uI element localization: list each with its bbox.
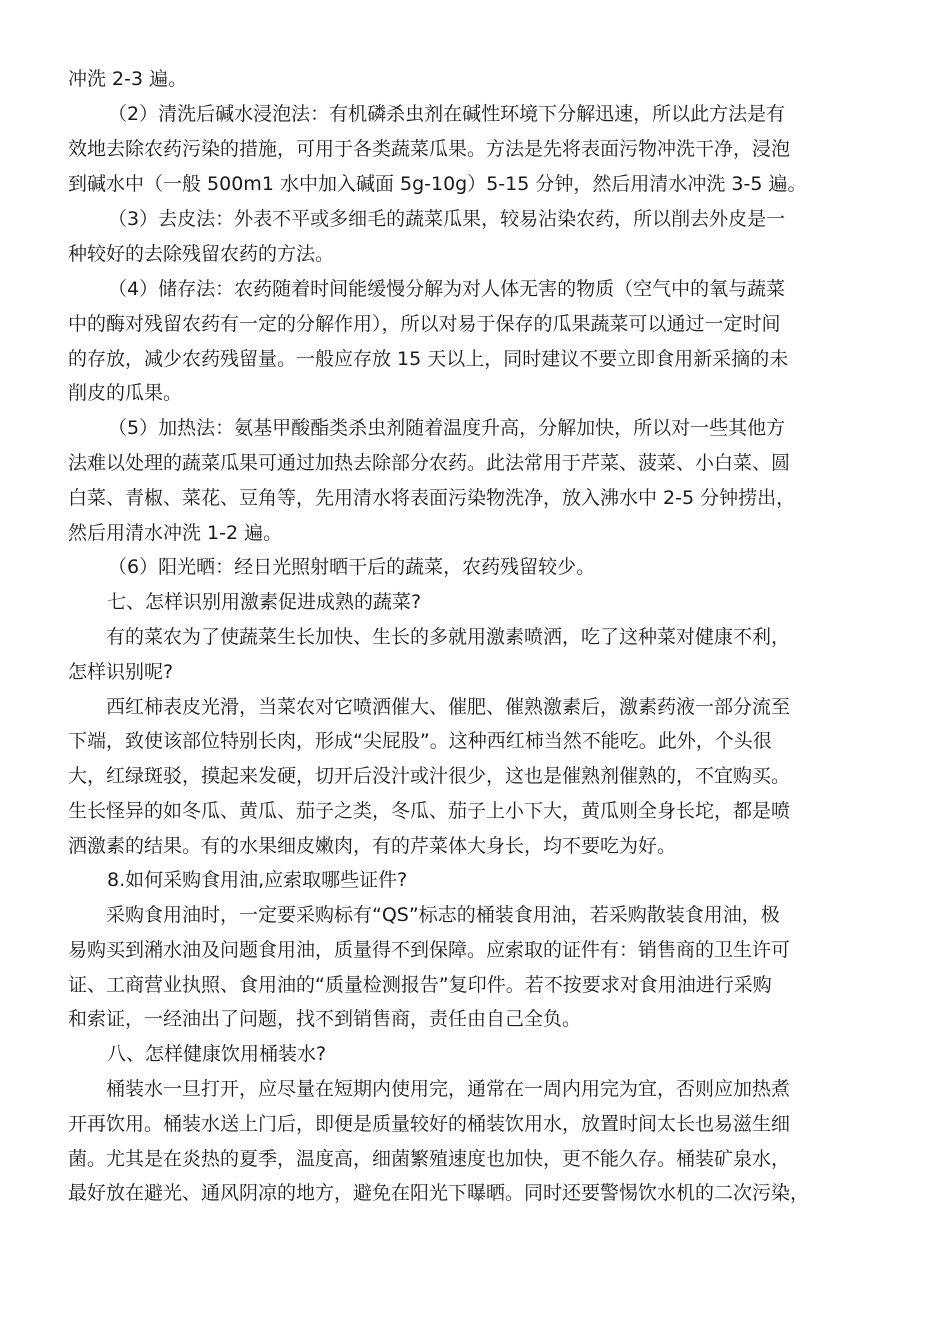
text-line (0, 1142, 950, 1176)
text-line (0, 342, 950, 376)
line-text: 怎样识别呢? (68, 661, 174, 683)
line-text: 菌。尤其是在炎热的夏季，温度高，细菌繁殖速度也加快，更不能久存。桶装矿泉水， (68, 1148, 791, 1170)
text-line (0, 898, 950, 932)
line-text: 8.如何采购食用油,应索取哪些证件? (107, 869, 408, 891)
text-line (0, 132, 950, 166)
line-text: 有的菜农为了使蔬菜生长加快、生长的多就用激素喷洒，吃了这种菜对健康不利， (106, 626, 791, 648)
line-text: 下端，致使该部位特别长肉，形成“尖屁股”。这种西红柿当然不能吃。此外，个头很 (68, 730, 772, 752)
text-line (0, 829, 950, 863)
text-line (0, 411, 950, 445)
text-line (0, 307, 950, 341)
text-line (0, 1176, 950, 1210)
section-heading (0, 585, 950, 619)
line-text: 西红柿表皮光滑，当菜农对它喷洒催大、催肥、催熟激素后，激素药液一部分流至 (106, 696, 791, 718)
text-line (0, 62, 950, 96)
line-text: 法难以处理的蔬菜瓜果可通过加热去除部分农药。此法常用于芹菜、菠菜、小白菜、圆 (68, 452, 791, 474)
text-line (0, 516, 950, 550)
text-line (0, 968, 950, 1002)
line-text: （4）储存法：农药随着时间能缓慢分解为对人体无害的物质（空气中的氧与蔬菜 (108, 278, 786, 300)
line-text: 桶装水一旦打开，应尽量在短期内使用完，通常在一周内用完为宜，否则应加热煮 (106, 1078, 791, 1100)
text-line (0, 933, 950, 967)
text-line (0, 724, 950, 758)
text-line (0, 272, 950, 306)
line-text: （2）清洗后碱水浸泡法：有机磷杀虫剂在碱性环境下分解迅速，所以此方法是有 (108, 103, 786, 125)
text-line (0, 794, 950, 828)
line-text: 采购食用油时，一定要采购标有“QS”标志的桶装食用油，若采购散装食用油，极 (106, 904, 780, 926)
text-line (0, 550, 950, 584)
text-line (0, 376, 950, 410)
text-line (0, 1072, 950, 1106)
section-heading (0, 1037, 950, 1071)
text-line (0, 237, 950, 271)
line-text: 效地去除农药污染的措施，可用于各类蔬菜瓜果。方法是先将表面污物冲洗干净，浸泡 (68, 138, 791, 160)
line-text: 生长怪异的如冬瓜、黄瓜、茄子之类，冬瓜、茄子上小下大，黄瓜则全身长坨，都是喷 (68, 800, 791, 822)
line-text: 开再饮用。桶装水送上门后，即便是质量较好的桶装饮用水，放置时间太长也易滋生细 (68, 1113, 791, 1135)
text-line (0, 759, 950, 793)
text-line (0, 1107, 950, 1141)
line-text: 八、怎样健康饮用桶装水? (107, 1043, 327, 1065)
line-text: 的存放，减少农药残留量。一般应存放 15 天以上，同时建议不要立即食用新采摘的未 (68, 348, 789, 370)
line-text: （6）阳光晒：经日光照射晒干后的蔬菜，农药残留较少。 (108, 556, 596, 578)
text-line (0, 620, 950, 654)
line-text: （3）去皮法：外表不平或多细毛的蔬菜瓜果，较易沾染农药，所以削去外皮是一 (108, 208, 786, 230)
line-text: （5）加热法：氨基甲酸酯类杀虫剂随着温度升高，分解加快，所以对一些其他方 (108, 417, 786, 439)
line-text: 然后用清水冲洗 1-2 遍。 (68, 522, 283, 544)
line-text: 七、怎样识别用激素促进成熟的蔬菜? (107, 591, 422, 613)
text-line (0, 446, 950, 480)
line-text: 削皮的瓜果。 (68, 382, 183, 404)
line-text: 冲洗 2-3 遍。 (68, 68, 188, 90)
text-line (0, 202, 950, 236)
text-line (0, 1002, 950, 1036)
line-text: 大，红绿斑驳，摸起来发硬，切开后没汁或汁很少，这也是催熟剂催熟的，不宜购买。 (68, 765, 791, 787)
text-line (0, 481, 950, 515)
line-text: 和索证，一经油出了问题，找不到销售商，责任由自己全负。 (68, 1008, 582, 1030)
line-text: 洒激素的结果。有的水果细皮嫩肉，有的芹菜体大身长，均不要吃为好。 (68, 835, 677, 857)
text-line (0, 655, 950, 689)
text-line (0, 167, 950, 201)
line-text: 白菜、青椒、菜花、豆角等，先用清水将表面污染物洗净，放入沸水中 2-5 分钟捞出， (68, 487, 796, 509)
line-text: 证、工商营业执照、食用油的“质量检测报告”复印件。若不按要求对食用油进行采购 (68, 974, 772, 996)
line-text: 中的酶对残留农药有一定的分解作用），所以对易于保存的瓜果蔬菜可以通过一定时间 (68, 313, 781, 335)
line-text: 到碱水中（一般 500m1 水中加入碱面 5g-10g）5-15 分钟，然后用清水冲洗 3-5 遍。 (68, 173, 807, 195)
line-text: 种较好的去除残留农药的方法。 (68, 243, 335, 265)
line-text: 最好放在避光、通风阴凉的地方，避免在阳光下曝晒。同时还要警惕饮水机的二次污染， (68, 1182, 810, 1204)
text-line (0, 690, 950, 724)
line-text: 易购买到潲水油及问题食用油，质量得不到保障。应索取的证件有：销售商的卫生许可 (68, 939, 791, 961)
text-line (0, 97, 950, 131)
section-heading (0, 863, 950, 897)
